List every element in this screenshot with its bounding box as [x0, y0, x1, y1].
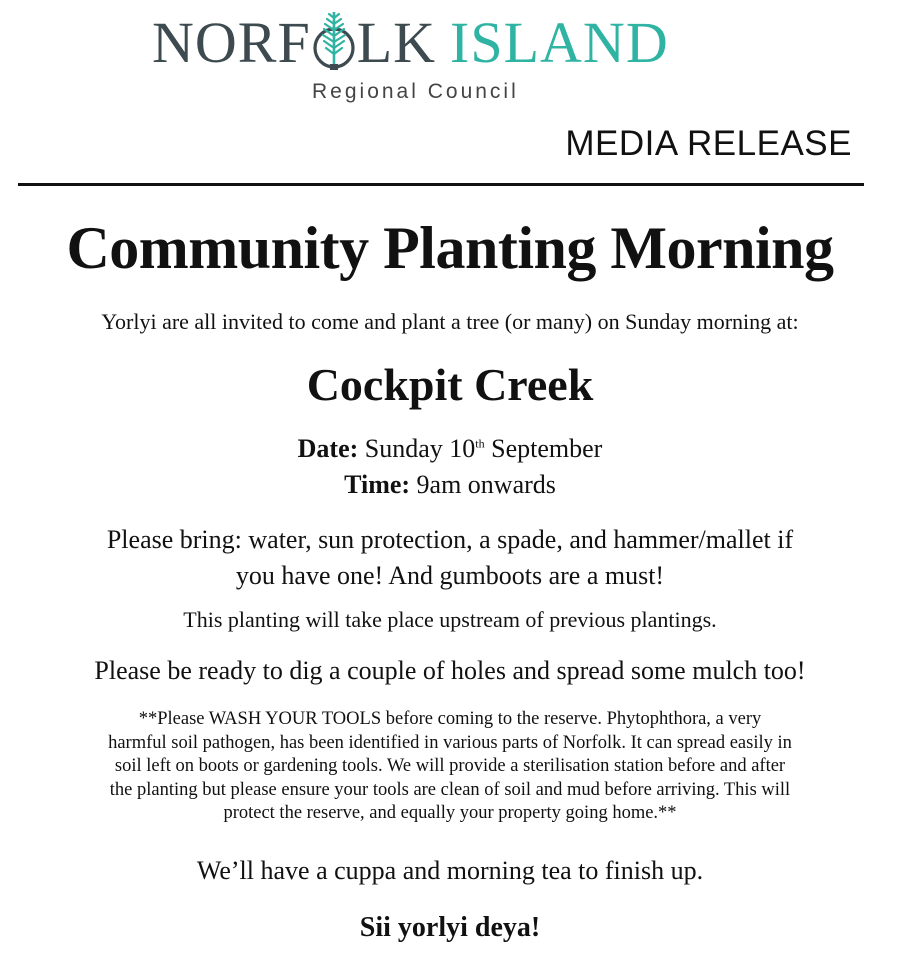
event-time [0, 470, 900, 500]
logo-text-norf: NORF [152, 10, 311, 75]
media-release-heading: MEDIA RELEASE [565, 124, 852, 163]
date-month: September [491, 434, 603, 463]
date-day: Sunday 10 [364, 434, 476, 463]
warning-line: the planting but please ensure your tools are clean of soil and mud before arriving. This will [109, 779, 791, 800]
page-title: Community Planting Morning [66, 215, 834, 281]
header-divider [18, 183, 864, 186]
upstream-note: This planting will take place upstream of previous plantings. [183, 607, 717, 632]
invite-text: Yorlyi are all invited to come and plant a tree (or many) on Sunday morning at: [101, 309, 799, 334]
venue-heading: Cockpit Creek [306, 359, 594, 410]
logo-text-island: ISLAND [450, 10, 669, 75]
time-value: 9am onwards [416, 470, 556, 499]
morning-tea-note: We’ll have a cuppa and morning tea to finish up. [196, 856, 704, 885]
norfolk-pine-icon [312, 8, 356, 74]
bring-items [0, 522, 900, 594]
tool-washing-warning [0, 708, 900, 826]
logo-wordmark [152, 8, 669, 78]
event-date [0, 434, 900, 464]
logo-subtitle: Regional Council [312, 80, 519, 103]
date-label: Date: [297, 434, 359, 463]
dig-note: Please be ready to dig a couple of holes and spread some mulch too! [94, 656, 806, 685]
logo-text-lk: LK [356, 10, 437, 75]
date-ordinal: th [475, 436, 485, 451]
warning-line: soil left on boots or gardening tools. We will provide a sterilisation station before and after [114, 756, 786, 776]
warning-line: protect the reserve, and equally your property going home.** [223, 803, 677, 823]
warning-line: **Please WASH YOUR TOOLS before coming to the reserve. Phytophthora, a very [138, 709, 762, 729]
time-label: Time: [344, 470, 411, 499]
bring-line: you have one! And gumboots are a must! [235, 561, 665, 590]
council-logo [0, 0, 900, 110]
warning-line: harmful soil pathogen, has been identified in various parts of Norfolk. It can spread easily in [108, 732, 792, 753]
farewell-text: Sii yorlyi deya! [359, 912, 541, 943]
bring-line: Please bring: water, sun protection, a spade, and hammer/mallet if [106, 525, 794, 554]
